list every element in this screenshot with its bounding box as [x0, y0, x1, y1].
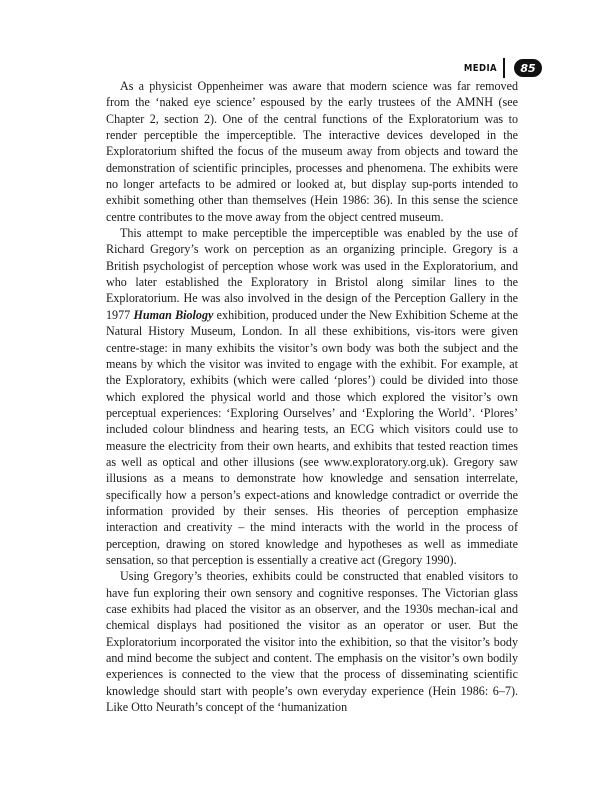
page-number: 85	[514, 59, 542, 77]
body-text	[106, 78, 518, 715]
page-header	[458, 57, 542, 79]
paragraph-3: Using Gregory’s theories, exhibits could be constructed that enabled visitors to have fun exploring their own sensory and cognitive responses. The Victorian glass case exhibits had placed the visitor as an observer, and the 1930s mechan-ical and chemical displays had positioned the visitor as an operator or user. But the Exploratorium incorporated the visitor into the exhibition, so that the visitor’s body and mind become the subject and content. The emphasis on the visitor’s own bodily experiences is connected to the view that the process of disseminating scientific knowledge should start with people’s own everyday experience (Hein 1986: 6–7). Like Otto Neurath’s concept of the ‘humanization	[106, 569, 518, 715]
header-divider	[503, 58, 505, 78]
paragraph-1: As a physicist Oppenheimer was aware that modern science was far removed from the ‘naked eye science’ espoused by the early trustees of the AMNH (see Chapter 2, section 2). One of the central functions of the Exploratorium was to render perceptible the imperceptible. The interactive devices developed in the Exploratorium shifted the focus of the museum away from objects and toward the demonstration of scientific principles, processes and phenomena. The exhibits were no longer artefacts to be admired or looked at, but display sup-ports intended to exhibit something other than themselves (Hein 1986: 36). In this sense the science centre contributes to the move away from the object centred museum.	[106, 79, 518, 224]
paragraph-2-text-after: exhibition, produced under the New Exhibition Scheme at the Natural History Museum, London. In all these exhibitions, vis-itors were given centre-stage: in many exhibits the visitor’s own body was both the subject and the means by which the visitor was invited to engage with the exhibit. For example, at the Exploratory, exhibits (which were called ‘plores’) could be divided into those which explored the physical world and those which explored the visitor’s own perceptual experiences: ‘Exploring Ourselves’ and ‘Exploring the World’. ‘Plores’ included colour blindness and hearing tests, an ECG which visitors could use to measure the electricity from their own hearts, and exhibits that tested reaction times as well as optical and other illusions (see www.exploratory.org.uk). Gregory saw illusions as a means to demonstrate how knowledge and sensation interrelate, specifically how a person’s expect-ations and knowledge contradict or override the information provided by their senses. His theories of perception emphasize interaction and creativity – the mind interacts with the world in the process of perception, drawing on stored knowledge and hypotheses as well as immediate sensation, so that perception is essentially a creative act (Gregory 1990).	[106, 307, 518, 567]
paragraph-2	[106, 225, 518, 568]
exhibition-title: Human Biology	[133, 307, 214, 322]
running-head: MEDIA	[463, 62, 497, 74]
paragraph-2-text-before: This attempt to make perceptible the imperceptible was enabled by the use of Richard Gregory’s work on perception as an organizing principle. Gregory is a British psychologist of perception whose work was used in the Exploratorium, and who later established the Exploratory in Bristol along similar lines to the Exploratorium. He was also involved in the design of the Perception Gallery in the 1977	[106, 226, 518, 322]
